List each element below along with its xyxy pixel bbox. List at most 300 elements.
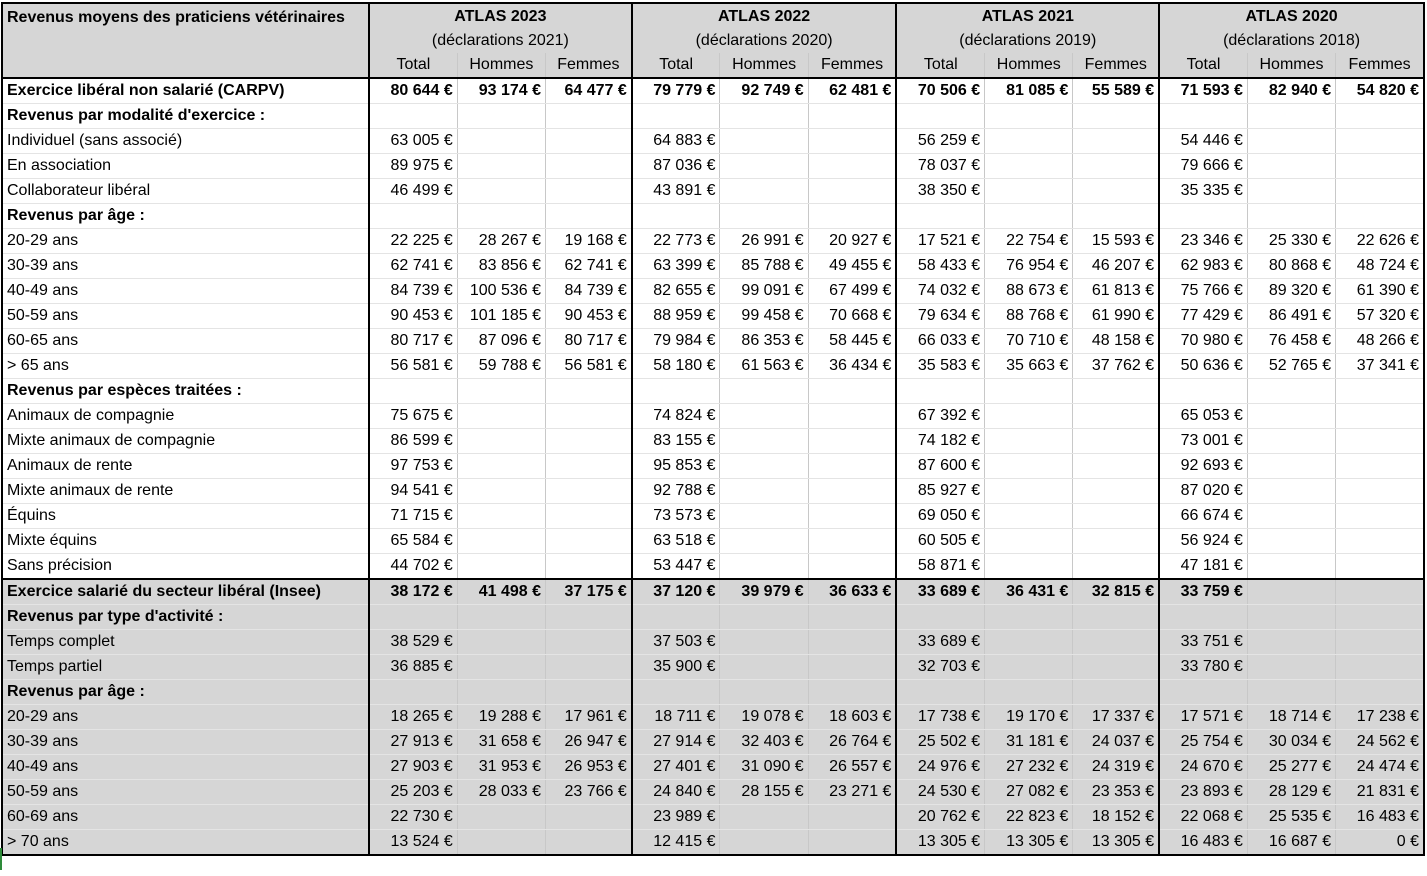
value-cell[interactable] bbox=[1336, 404, 1424, 429]
value-cell[interactable]: 30 034 € bbox=[1247, 730, 1335, 755]
value-cell[interactable]: 80 644 € bbox=[369, 78, 457, 104]
value-cell[interactable]: 27 903 € bbox=[369, 755, 457, 780]
value-cell[interactable] bbox=[546, 429, 632, 454]
value-cell[interactable]: 55 589 € bbox=[1073, 78, 1159, 104]
value-cell[interactable]: 24 530 € bbox=[896, 780, 984, 805]
value-cell[interactable] bbox=[720, 630, 808, 655]
value-cell[interactable] bbox=[1073, 379, 1159, 404]
row-label[interactable]: Animaux de rente bbox=[2, 454, 369, 479]
value-cell[interactable]: 23 893 € bbox=[1159, 780, 1247, 805]
value-cell[interactable] bbox=[1336, 479, 1424, 504]
value-cell[interactable] bbox=[985, 554, 1073, 580]
value-cell[interactable]: 61 813 € bbox=[1073, 279, 1159, 304]
value-cell[interactable]: 83 155 € bbox=[632, 429, 720, 454]
value-cell[interactable]: 93 174 € bbox=[457, 78, 545, 104]
value-cell[interactable]: 26 557 € bbox=[808, 755, 896, 780]
value-cell[interactable] bbox=[1336, 605, 1424, 630]
value-cell[interactable] bbox=[808, 179, 896, 204]
value-cell[interactable]: 31 181 € bbox=[985, 730, 1073, 755]
value-cell[interactable] bbox=[1336, 579, 1424, 605]
value-cell[interactable]: 48 724 € bbox=[1336, 254, 1424, 279]
value-cell[interactable] bbox=[985, 605, 1073, 630]
value-cell[interactable]: 32 403 € bbox=[720, 730, 808, 755]
value-cell[interactable]: 25 203 € bbox=[369, 780, 457, 805]
value-cell[interactable] bbox=[632, 204, 720, 229]
value-cell[interactable] bbox=[457, 605, 545, 630]
value-cell[interactable] bbox=[369, 379, 457, 404]
value-cell[interactable] bbox=[808, 805, 896, 830]
row-label[interactable]: Revenus par type d'activité : bbox=[2, 605, 369, 630]
value-cell[interactable] bbox=[457, 479, 545, 504]
value-cell[interactable]: 85 927 € bbox=[896, 479, 984, 504]
value-cell[interactable] bbox=[1073, 504, 1159, 529]
row-label[interactable]: 40-49 ans bbox=[2, 279, 369, 304]
value-cell[interactable] bbox=[720, 554, 808, 580]
value-cell[interactable] bbox=[720, 680, 808, 705]
value-cell[interactable]: 86 599 € bbox=[369, 429, 457, 454]
value-cell[interactable]: 92 788 € bbox=[632, 479, 720, 504]
value-cell[interactable]: 83 856 € bbox=[457, 254, 545, 279]
value-cell[interactable]: 84 739 € bbox=[369, 279, 457, 304]
value-cell[interactable] bbox=[808, 129, 896, 154]
value-cell[interactable]: 70 980 € bbox=[1159, 329, 1247, 354]
value-cell[interactable] bbox=[1336, 129, 1424, 154]
row-label[interactable]: Temps partiel bbox=[2, 655, 369, 680]
value-cell[interactable]: 36 434 € bbox=[808, 354, 896, 379]
value-cell[interactable]: 18 714 € bbox=[1247, 705, 1335, 730]
value-cell[interactable]: 100 536 € bbox=[457, 279, 545, 304]
value-cell[interactable]: 25 277 € bbox=[1247, 755, 1335, 780]
value-cell[interactable]: 78 037 € bbox=[896, 154, 984, 179]
value-cell[interactable]: 38 350 € bbox=[896, 179, 984, 204]
row-label[interactable]: 60-69 ans bbox=[2, 805, 369, 830]
row-label[interactable]: Revenus par âge : bbox=[2, 204, 369, 229]
value-cell[interactable]: 76 954 € bbox=[985, 254, 1073, 279]
value-cell[interactable] bbox=[369, 605, 457, 630]
value-cell[interactable]: 27 913 € bbox=[369, 730, 457, 755]
value-cell[interactable]: 61 390 € bbox=[1336, 279, 1424, 304]
row-label[interactable]: 50-59 ans bbox=[2, 304, 369, 329]
value-cell[interactable] bbox=[1073, 529, 1159, 554]
value-cell[interactable]: 36 885 € bbox=[369, 655, 457, 680]
value-cell[interactable]: 71 593 € bbox=[1159, 78, 1247, 104]
value-cell[interactable]: 92 749 € bbox=[720, 78, 808, 104]
value-cell[interactable]: 74 824 € bbox=[632, 404, 720, 429]
row-label[interactable]: Mixte animaux de rente bbox=[2, 479, 369, 504]
value-cell[interactable] bbox=[985, 479, 1073, 504]
value-cell[interactable]: 65 584 € bbox=[369, 529, 457, 554]
value-cell[interactable]: 31 953 € bbox=[457, 755, 545, 780]
value-cell[interactable]: 44 702 € bbox=[369, 554, 457, 580]
value-cell[interactable] bbox=[1336, 154, 1424, 179]
value-cell[interactable] bbox=[720, 129, 808, 154]
value-cell[interactable]: 26 947 € bbox=[546, 730, 632, 755]
value-cell[interactable]: 35 663 € bbox=[985, 354, 1073, 379]
value-cell[interactable] bbox=[546, 830, 632, 856]
value-cell[interactable] bbox=[457, 630, 545, 655]
value-cell[interactable]: 63 005 € bbox=[369, 129, 457, 154]
value-cell[interactable]: 36 431 € bbox=[985, 579, 1073, 605]
value-cell[interactable] bbox=[896, 104, 984, 129]
value-cell[interactable]: 24 474 € bbox=[1336, 755, 1424, 780]
value-cell[interactable]: 27 401 € bbox=[632, 755, 720, 780]
value-cell[interactable]: 99 091 € bbox=[720, 279, 808, 304]
value-cell[interactable] bbox=[1336, 504, 1424, 529]
value-cell[interactable] bbox=[1247, 429, 1335, 454]
value-cell[interactable]: 86 491 € bbox=[1247, 304, 1335, 329]
value-cell[interactable]: 31 658 € bbox=[457, 730, 545, 755]
value-cell[interactable]: 37 341 € bbox=[1336, 354, 1424, 379]
value-cell[interactable]: 28 155 € bbox=[720, 780, 808, 805]
row-label[interactable]: 40-49 ans bbox=[2, 755, 369, 780]
value-cell[interactable] bbox=[1073, 454, 1159, 479]
value-cell[interactable] bbox=[1247, 179, 1335, 204]
value-cell[interactable]: 17 337 € bbox=[1073, 705, 1159, 730]
value-cell[interactable]: 16 483 € bbox=[1336, 805, 1424, 830]
value-cell[interactable]: 12 415 € bbox=[632, 830, 720, 856]
value-cell[interactable]: 87 096 € bbox=[457, 329, 545, 354]
value-cell[interactable] bbox=[1073, 154, 1159, 179]
value-cell[interactable]: 80 868 € bbox=[1247, 254, 1335, 279]
row-label[interactable]: 30-39 ans bbox=[2, 730, 369, 755]
value-cell[interactable]: 56 581 € bbox=[546, 354, 632, 379]
value-cell[interactable] bbox=[1247, 579, 1335, 605]
row-label[interactable]: Animaux de compagnie bbox=[2, 404, 369, 429]
value-cell[interactable] bbox=[808, 529, 896, 554]
value-cell[interactable] bbox=[546, 104, 632, 129]
value-cell[interactable] bbox=[457, 179, 545, 204]
value-cell[interactable]: 73 001 € bbox=[1159, 429, 1247, 454]
row-label[interactable]: Temps complet bbox=[2, 630, 369, 655]
value-cell[interactable] bbox=[808, 830, 896, 856]
value-cell[interactable]: 88 673 € bbox=[985, 279, 1073, 304]
value-cell[interactable]: 63 399 € bbox=[632, 254, 720, 279]
value-cell[interactable]: 37 175 € bbox=[546, 579, 632, 605]
value-cell[interactable] bbox=[896, 379, 984, 404]
value-cell[interactable] bbox=[546, 204, 632, 229]
value-cell[interactable] bbox=[985, 204, 1073, 229]
value-cell[interactable] bbox=[985, 630, 1073, 655]
value-cell[interactable]: 33 689 € bbox=[896, 630, 984, 655]
value-cell[interactable]: 17 738 € bbox=[896, 705, 984, 730]
value-cell[interactable] bbox=[720, 479, 808, 504]
value-cell[interactable] bbox=[808, 680, 896, 705]
value-cell[interactable]: 27 914 € bbox=[632, 730, 720, 755]
value-cell[interactable] bbox=[457, 129, 545, 154]
value-cell[interactable]: 37 762 € bbox=[1073, 354, 1159, 379]
value-cell[interactable] bbox=[985, 655, 1073, 680]
value-cell[interactable]: 79 779 € bbox=[632, 78, 720, 104]
value-cell[interactable] bbox=[1073, 404, 1159, 429]
value-cell[interactable] bbox=[1073, 179, 1159, 204]
value-cell[interactable]: 24 562 € bbox=[1336, 730, 1424, 755]
value-cell[interactable] bbox=[1336, 429, 1424, 454]
value-cell[interactable] bbox=[808, 154, 896, 179]
row-label[interactable]: Sans précision bbox=[2, 554, 369, 580]
value-cell[interactable] bbox=[896, 680, 984, 705]
value-cell[interactable] bbox=[457, 830, 545, 856]
value-cell[interactable]: 21 831 € bbox=[1336, 780, 1424, 805]
value-cell[interactable]: 84 739 € bbox=[546, 279, 632, 304]
value-cell[interactable]: 69 050 € bbox=[896, 504, 984, 529]
value-cell[interactable]: 71 715 € bbox=[369, 504, 457, 529]
value-cell[interactable]: 63 518 € bbox=[632, 529, 720, 554]
value-cell[interactable] bbox=[1159, 680, 1247, 705]
value-cell[interactable] bbox=[1247, 204, 1335, 229]
value-cell[interactable] bbox=[720, 529, 808, 554]
value-cell[interactable] bbox=[808, 655, 896, 680]
value-cell[interactable] bbox=[808, 429, 896, 454]
value-cell[interactable] bbox=[720, 379, 808, 404]
value-cell[interactable] bbox=[1336, 179, 1424, 204]
value-cell[interactable]: 92 693 € bbox=[1159, 454, 1247, 479]
value-cell[interactable]: 28 129 € bbox=[1247, 780, 1335, 805]
value-cell[interactable] bbox=[1159, 204, 1247, 229]
value-cell[interactable]: 53 447 € bbox=[632, 554, 720, 580]
row-label[interactable]: Mixte équins bbox=[2, 529, 369, 554]
value-cell[interactable] bbox=[1159, 379, 1247, 404]
value-cell[interactable] bbox=[457, 529, 545, 554]
value-cell[interactable]: 46 499 € bbox=[369, 179, 457, 204]
value-cell[interactable] bbox=[632, 680, 720, 705]
value-cell[interactable] bbox=[1247, 104, 1335, 129]
value-cell[interactable]: 85 788 € bbox=[720, 254, 808, 279]
value-cell[interactable]: 47 181 € bbox=[1159, 554, 1247, 580]
value-cell[interactable] bbox=[546, 154, 632, 179]
value-cell[interactable] bbox=[1336, 379, 1424, 404]
value-cell[interactable] bbox=[457, 204, 545, 229]
value-cell[interactable]: 90 453 € bbox=[546, 304, 632, 329]
value-cell[interactable]: 56 259 € bbox=[896, 129, 984, 154]
value-cell[interactable]: 15 593 € bbox=[1073, 229, 1159, 254]
value-cell[interactable] bbox=[632, 605, 720, 630]
row-label[interactable]: > 65 ans bbox=[2, 354, 369, 379]
value-cell[interactable]: 27 232 € bbox=[985, 755, 1073, 780]
value-cell[interactable]: 24 670 € bbox=[1159, 755, 1247, 780]
row-label[interactable]: 60-65 ans bbox=[2, 329, 369, 354]
value-cell[interactable] bbox=[1073, 554, 1159, 580]
value-cell[interactable] bbox=[457, 379, 545, 404]
value-cell[interactable]: 22 754 € bbox=[985, 229, 1073, 254]
value-cell[interactable]: 88 768 € bbox=[985, 304, 1073, 329]
value-cell[interactable]: 23 989 € bbox=[632, 805, 720, 830]
value-cell[interactable]: 17 238 € bbox=[1336, 705, 1424, 730]
value-cell[interactable] bbox=[1073, 429, 1159, 454]
value-cell[interactable] bbox=[546, 479, 632, 504]
value-cell[interactable]: 62 983 € bbox=[1159, 254, 1247, 279]
value-cell[interactable] bbox=[1336, 204, 1424, 229]
value-cell[interactable] bbox=[720, 605, 808, 630]
value-cell[interactable] bbox=[1247, 554, 1335, 580]
value-cell[interactable]: 67 499 € bbox=[808, 279, 896, 304]
value-cell[interactable] bbox=[1247, 129, 1335, 154]
value-cell[interactable]: 28 033 € bbox=[457, 780, 545, 805]
value-cell[interactable]: 56 581 € bbox=[369, 354, 457, 379]
value-cell[interactable]: 79 634 € bbox=[896, 304, 984, 329]
value-cell[interactable] bbox=[457, 655, 545, 680]
value-cell[interactable] bbox=[720, 179, 808, 204]
value-cell[interactable] bbox=[985, 504, 1073, 529]
value-cell[interactable] bbox=[985, 154, 1073, 179]
value-cell[interactable]: 23 766 € bbox=[546, 780, 632, 805]
value-cell[interactable] bbox=[1247, 154, 1335, 179]
value-cell[interactable]: 23 353 € bbox=[1073, 780, 1159, 805]
value-cell[interactable]: 75 675 € bbox=[369, 404, 457, 429]
value-cell[interactable]: 23 346 € bbox=[1159, 229, 1247, 254]
value-cell[interactable]: 25 502 € bbox=[896, 730, 984, 755]
value-cell[interactable] bbox=[457, 429, 545, 454]
value-cell[interactable]: 58 871 € bbox=[896, 554, 984, 580]
value-cell[interactable] bbox=[720, 830, 808, 856]
value-cell[interactable] bbox=[985, 129, 1073, 154]
value-cell[interactable]: 54 820 € bbox=[1336, 78, 1424, 104]
value-cell[interactable] bbox=[720, 154, 808, 179]
value-cell[interactable] bbox=[1073, 204, 1159, 229]
value-cell[interactable]: 19 288 € bbox=[457, 705, 545, 730]
value-cell[interactable] bbox=[720, 104, 808, 129]
value-cell[interactable]: 58 433 € bbox=[896, 254, 984, 279]
value-cell[interactable]: 56 924 € bbox=[1159, 529, 1247, 554]
value-cell[interactable]: 18 265 € bbox=[369, 705, 457, 730]
row-label[interactable]: Collaborateur libéral bbox=[2, 179, 369, 204]
value-cell[interactable] bbox=[808, 504, 896, 529]
value-cell[interactable]: 37 120 € bbox=[632, 579, 720, 605]
value-cell[interactable] bbox=[1073, 129, 1159, 154]
value-cell[interactable] bbox=[720, 805, 808, 830]
value-cell[interactable]: 48 266 € bbox=[1336, 329, 1424, 354]
value-cell[interactable] bbox=[1073, 104, 1159, 129]
value-cell[interactable] bbox=[720, 204, 808, 229]
value-cell[interactable]: 32 815 € bbox=[1073, 579, 1159, 605]
value-cell[interactable]: 81 085 € bbox=[985, 78, 1073, 104]
value-cell[interactable] bbox=[546, 554, 632, 580]
value-cell[interactable]: 19 168 € bbox=[546, 229, 632, 254]
value-cell[interactable] bbox=[985, 680, 1073, 705]
value-cell[interactable]: 80 717 € bbox=[546, 329, 632, 354]
value-cell[interactable]: 90 453 € bbox=[369, 304, 457, 329]
row-label[interactable]: Revenus par âge : bbox=[2, 680, 369, 705]
value-cell[interactable]: 13 305 € bbox=[896, 830, 984, 856]
value-cell[interactable] bbox=[808, 104, 896, 129]
value-cell[interactable] bbox=[808, 204, 896, 229]
value-cell[interactable]: 24 976 € bbox=[896, 755, 984, 780]
value-cell[interactable]: 66 033 € bbox=[896, 329, 984, 354]
value-cell[interactable]: 79 666 € bbox=[1159, 154, 1247, 179]
value-cell[interactable] bbox=[1247, 404, 1335, 429]
value-cell[interactable] bbox=[1336, 630, 1424, 655]
value-cell[interactable] bbox=[1336, 680, 1424, 705]
value-cell[interactable] bbox=[1247, 680, 1335, 705]
value-cell[interactable] bbox=[720, 429, 808, 454]
value-cell[interactable]: 74 182 € bbox=[896, 429, 984, 454]
value-cell[interactable] bbox=[546, 655, 632, 680]
value-cell[interactable]: 22 626 € bbox=[1336, 229, 1424, 254]
value-cell[interactable]: 16 687 € bbox=[1247, 830, 1335, 856]
value-cell[interactable]: 70 710 € bbox=[985, 329, 1073, 354]
value-cell[interactable]: 18 711 € bbox=[632, 705, 720, 730]
value-cell[interactable] bbox=[808, 379, 896, 404]
value-cell[interactable]: 33 759 € bbox=[1159, 579, 1247, 605]
value-cell[interactable]: 62 481 € bbox=[808, 78, 896, 104]
value-cell[interactable]: 79 984 € bbox=[632, 329, 720, 354]
row-label[interactable]: Exercice libéral non salarié (CARPV) bbox=[2, 78, 369, 104]
value-cell[interactable] bbox=[546, 454, 632, 479]
value-cell[interactable] bbox=[720, 504, 808, 529]
value-cell[interactable] bbox=[1336, 529, 1424, 554]
value-cell[interactable]: 35 335 € bbox=[1159, 179, 1247, 204]
value-cell[interactable]: 32 703 € bbox=[896, 655, 984, 680]
value-cell[interactable]: 52 765 € bbox=[1247, 354, 1335, 379]
value-cell[interactable]: 59 788 € bbox=[457, 354, 545, 379]
value-cell[interactable] bbox=[369, 680, 457, 705]
value-cell[interactable]: 35 583 € bbox=[896, 354, 984, 379]
value-cell[interactable] bbox=[720, 404, 808, 429]
value-cell[interactable]: 24 840 € bbox=[632, 780, 720, 805]
value-cell[interactable]: 25 535 € bbox=[1247, 805, 1335, 830]
value-cell[interactable]: 58 445 € bbox=[808, 329, 896, 354]
value-cell[interactable] bbox=[457, 554, 545, 580]
value-cell[interactable]: 19 170 € bbox=[985, 705, 1073, 730]
value-cell[interactable] bbox=[546, 129, 632, 154]
value-cell[interactable]: 22 823 € bbox=[985, 805, 1073, 830]
value-cell[interactable] bbox=[985, 179, 1073, 204]
value-cell[interactable] bbox=[985, 454, 1073, 479]
value-cell[interactable] bbox=[808, 630, 896, 655]
value-cell[interactable]: 22 225 € bbox=[369, 229, 457, 254]
value-cell[interactable]: 54 446 € bbox=[1159, 129, 1247, 154]
value-cell[interactable] bbox=[369, 204, 457, 229]
value-cell[interactable]: 48 158 € bbox=[1073, 329, 1159, 354]
value-cell[interactable]: 19 078 € bbox=[720, 705, 808, 730]
value-cell[interactable]: 73 573 € bbox=[632, 504, 720, 529]
value-cell[interactable]: 58 180 € bbox=[632, 354, 720, 379]
value-cell[interactable]: 89 975 € bbox=[369, 154, 457, 179]
value-cell[interactable]: 26 764 € bbox=[808, 730, 896, 755]
value-cell[interactable]: 41 498 € bbox=[457, 579, 545, 605]
value-cell[interactable]: 67 392 € bbox=[896, 404, 984, 429]
value-cell[interactable]: 87 036 € bbox=[632, 154, 720, 179]
value-cell[interactable]: 74 032 € bbox=[896, 279, 984, 304]
value-cell[interactable]: 64 477 € bbox=[546, 78, 632, 104]
value-cell[interactable] bbox=[1336, 454, 1424, 479]
value-cell[interactable]: 17 961 € bbox=[546, 705, 632, 730]
value-cell[interactable] bbox=[457, 104, 545, 129]
value-cell[interactable]: 97 753 € bbox=[369, 454, 457, 479]
value-cell[interactable] bbox=[808, 454, 896, 479]
value-cell[interactable] bbox=[1247, 504, 1335, 529]
value-cell[interactable] bbox=[985, 104, 1073, 129]
value-cell[interactable] bbox=[1073, 605, 1159, 630]
value-cell[interactable]: 61 563 € bbox=[720, 354, 808, 379]
value-cell[interactable] bbox=[808, 479, 896, 504]
value-cell[interactable] bbox=[808, 404, 896, 429]
value-cell[interactable]: 35 900 € bbox=[632, 655, 720, 680]
value-cell[interactable]: 95 853 € bbox=[632, 454, 720, 479]
value-cell[interactable] bbox=[632, 379, 720, 404]
value-cell[interactable]: 23 271 € bbox=[808, 780, 896, 805]
row-label[interactable]: Équins bbox=[2, 504, 369, 529]
row-label[interactable]: 20-29 ans bbox=[2, 229, 369, 254]
row-label[interactable]: 20-29 ans bbox=[2, 705, 369, 730]
value-cell[interactable]: 36 633 € bbox=[808, 579, 896, 605]
value-cell[interactable]: 80 717 € bbox=[369, 329, 457, 354]
value-cell[interactable]: 64 883 € bbox=[632, 129, 720, 154]
value-cell[interactable] bbox=[1073, 479, 1159, 504]
value-cell[interactable] bbox=[1247, 630, 1335, 655]
value-cell[interactable]: 13 305 € bbox=[1073, 830, 1159, 856]
value-cell[interactable]: 94 541 € bbox=[369, 479, 457, 504]
value-cell[interactable]: 86 353 € bbox=[720, 329, 808, 354]
